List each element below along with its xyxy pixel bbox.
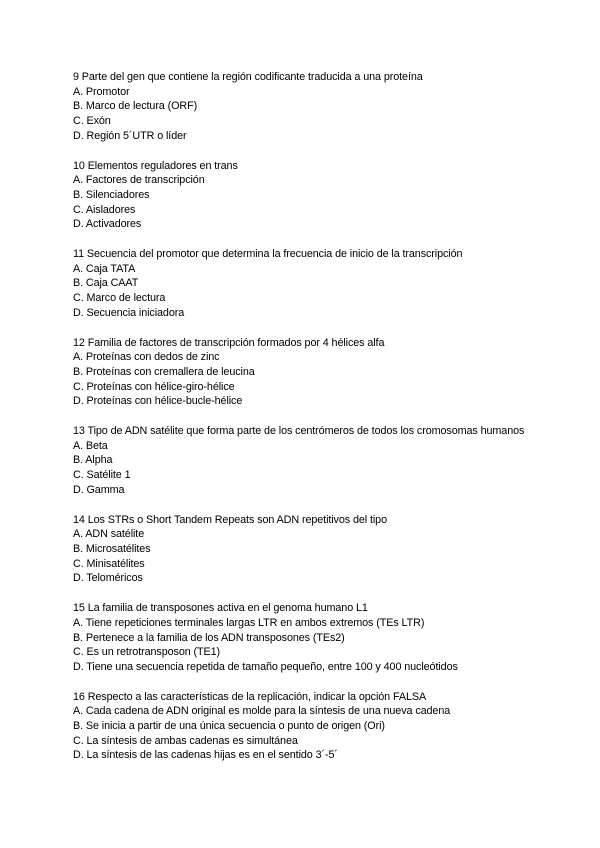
option-b: B. Silenciadores — [73, 188, 150, 201]
option-a: A. Tiene repeticiones terminales largas LTR en ambos extremos (TEs LTR) — [73, 616, 425, 629]
option-d: D. Activadores — [73, 218, 142, 231]
option-b: B. Alpha — [73, 454, 113, 467]
option-c: C. Marco de lectura — [73, 292, 166, 305]
question-stem: 11 Secuencia del promotor que determina la frecuencia de inicio de la transcripción — [73, 248, 463, 261]
option-d: D. La síntesis de las cadenas hijas es en el sentido 3´-5´ — [73, 749, 338, 762]
option-a: A. Proteínas con dedos de zinc — [73, 351, 220, 364]
option-a: A. Beta — [73, 439, 108, 452]
document-page — [73, 70, 543, 778]
question-9 — [73, 70, 543, 144]
option-d: D. Gamma — [73, 483, 125, 496]
option-b: B. Marco de lectura (ORF) — [73, 100, 198, 113]
option-b: B. Microsatélites — [73, 542, 151, 555]
option-b: B. Se inicia a partir de una única secuencia o punto de origen (Ori) — [73, 720, 385, 733]
option-d: D. Región 5´UTR o líder — [73, 129, 187, 142]
question-12 — [73, 336, 543, 410]
question-stem: 9 Parte del gen que contiene la región codificante traducida a una proteína — [73, 71, 423, 83]
question-13 — [73, 424, 543, 498]
question-10 — [73, 159, 543, 233]
question-stem: 13 Tipo de ADN satélite que forma parte de los centrómeros de todos los cromosomas humanos — [73, 425, 525, 438]
option-d: D. Tiene una secuencia repetida de tamaño pequeño, entre 100 y 400 nucleótidos — [73, 660, 458, 673]
option-a: A. Promotor — [73, 85, 130, 98]
question-stem: 15 La familia de transposones activa en el genoma humano L1 — [73, 602, 368, 615]
option-a: A. Factores de transcripción — [73, 174, 205, 187]
option-b: B. Caja CAAT — [73, 277, 139, 290]
option-c: C. Exón — [73, 115, 111, 128]
option-a: A. ADN satélite — [73, 528, 145, 541]
option-d: D. Proteínas con hélice-bucle-hélice — [73, 395, 243, 408]
option-c: C. Es un retrotransposon (TE1) — [73, 646, 221, 659]
question-15 — [73, 601, 543, 675]
option-c: C. Aisladores — [73, 203, 136, 216]
question-stem: 16 Respecto a las características de la replicación, indicar la opción FALSA — [73, 690, 427, 703]
option-c: C. Proteínas con hélice-giro-hélice — [73, 380, 235, 393]
option-d: D. Secuencia iniciadora — [73, 306, 185, 319]
option-b: B. Proteínas con cremallera de leucina — [73, 365, 255, 378]
question-stem: 14 Los STRs o Short Tandem Repeats son ADN repetitivos del tipo — [73, 513, 387, 526]
option-c: C. Satélite 1 — [73, 469, 131, 482]
question-16 — [73, 690, 543, 764]
option-d: D. Teloméricos — [73, 572, 143, 585]
question-stem: 10 Elementos reguladores en trans — [73, 159, 238, 172]
question-11 — [73, 247, 543, 321]
question-stem: 12 Familia de factores de transcripción formados por 4 hélices alfa — [73, 336, 385, 349]
option-a: A. Cada cadena de ADN original es molde para la síntesis de una nueva cadena — [73, 705, 451, 718]
option-b: B. Pertenece a la familia de los ADN transposones (TEs2) — [73, 631, 345, 644]
option-c: C. Minisatélites — [73, 557, 145, 570]
option-a: A. Caja TATA — [73, 262, 136, 275]
question-14 — [73, 513, 543, 587]
option-c: C. La síntesis de ambas cadenas es simultánea — [73, 734, 298, 747]
